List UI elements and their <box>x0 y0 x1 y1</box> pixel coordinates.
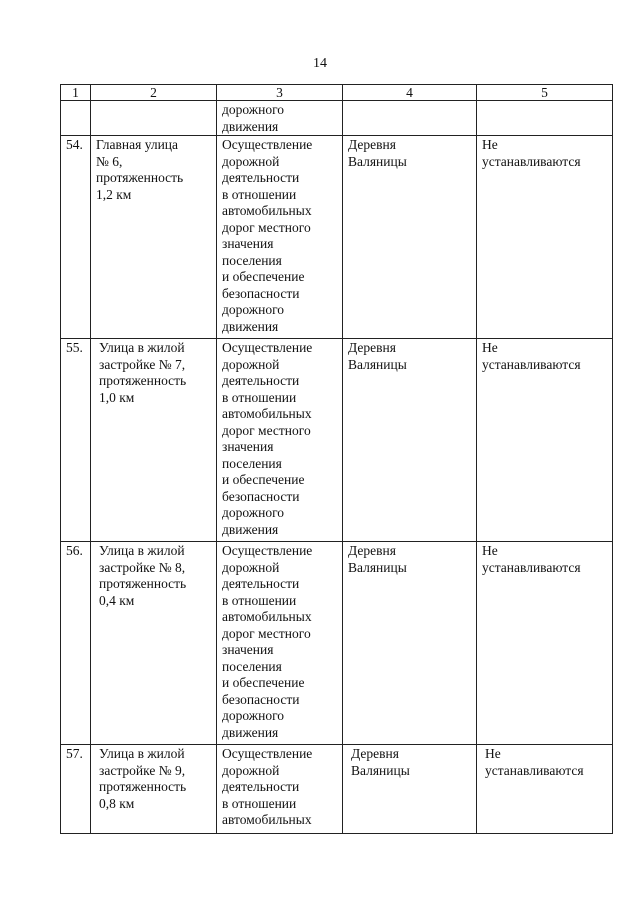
cell-activity: Осуществление дорожной деятельности в отношении автомобильных <box>217 745 343 834</box>
cell-location: Деревня Валяницы <box>343 542 477 745</box>
cell-activity: Осуществление дорожной деятельности в отношении автомобильных дорог местного значения поселения и обеспечение безопасности дорожного движения <box>217 136 343 339</box>
cell-num: 55. <box>61 339 91 542</box>
cell-location: Деревня Валяницы <box>343 339 477 542</box>
column-header-5: 5 <box>477 85 613 101</box>
table-row <box>61 745 613 834</box>
cell-name: Улица в жилой застройке № 9, протяженность 0,8 км <box>91 745 217 834</box>
column-header-3: 3 <box>217 85 343 101</box>
column-header-4: 4 <box>343 85 477 101</box>
table-row <box>61 339 613 542</box>
cell-restrictions: Не устанавливаются <box>477 542 613 745</box>
table-row <box>61 136 613 339</box>
table-row-continuation <box>61 101 613 136</box>
cell-name: Главная улица № 6, протяженность 1,2 км <box>91 136 217 339</box>
cell-activity: Осуществление дорожной деятельности в отношении автомобильных дорог местного значения поселения и обеспечение безопасности дорожного движения <box>217 542 343 745</box>
cell-name <box>91 101 217 136</box>
cell-name: Улица в жилой застройке № 7, протяженность 1,0 км <box>91 339 217 542</box>
cell-location: Деревня Валяницы <box>343 745 477 834</box>
column-header-1: 1 <box>61 85 91 101</box>
page-number: 14 <box>313 56 327 71</box>
cell-activity: Осуществление дорожной деятельности в отношении автомобильных дорог местного значения поселения и обеспечение безопасности дорожного движения <box>217 339 343 542</box>
cell-activity: дорожного движения <box>217 101 343 136</box>
document-table <box>60 84 613 834</box>
table-row <box>61 542 613 745</box>
cell-location <box>343 101 477 136</box>
cell-num: 54. <box>61 136 91 339</box>
cell-location: Деревня Валяницы <box>343 136 477 339</box>
cell-num <box>61 101 91 136</box>
cell-num: 57. <box>61 745 91 834</box>
cell-restrictions: Не устанавливаются <box>477 136 613 339</box>
cell-restrictions <box>477 101 613 136</box>
cell-num: 56. <box>61 542 91 745</box>
cell-restrictions: Не устанавливаются <box>477 339 613 542</box>
cell-restrictions: Не устанавливаются <box>477 745 613 834</box>
table-header-row <box>61 85 613 101</box>
cell-name: Улица в жилой застройке № 8, протяженность 0,4 км <box>91 542 217 745</box>
column-header-2: 2 <box>91 85 217 101</box>
